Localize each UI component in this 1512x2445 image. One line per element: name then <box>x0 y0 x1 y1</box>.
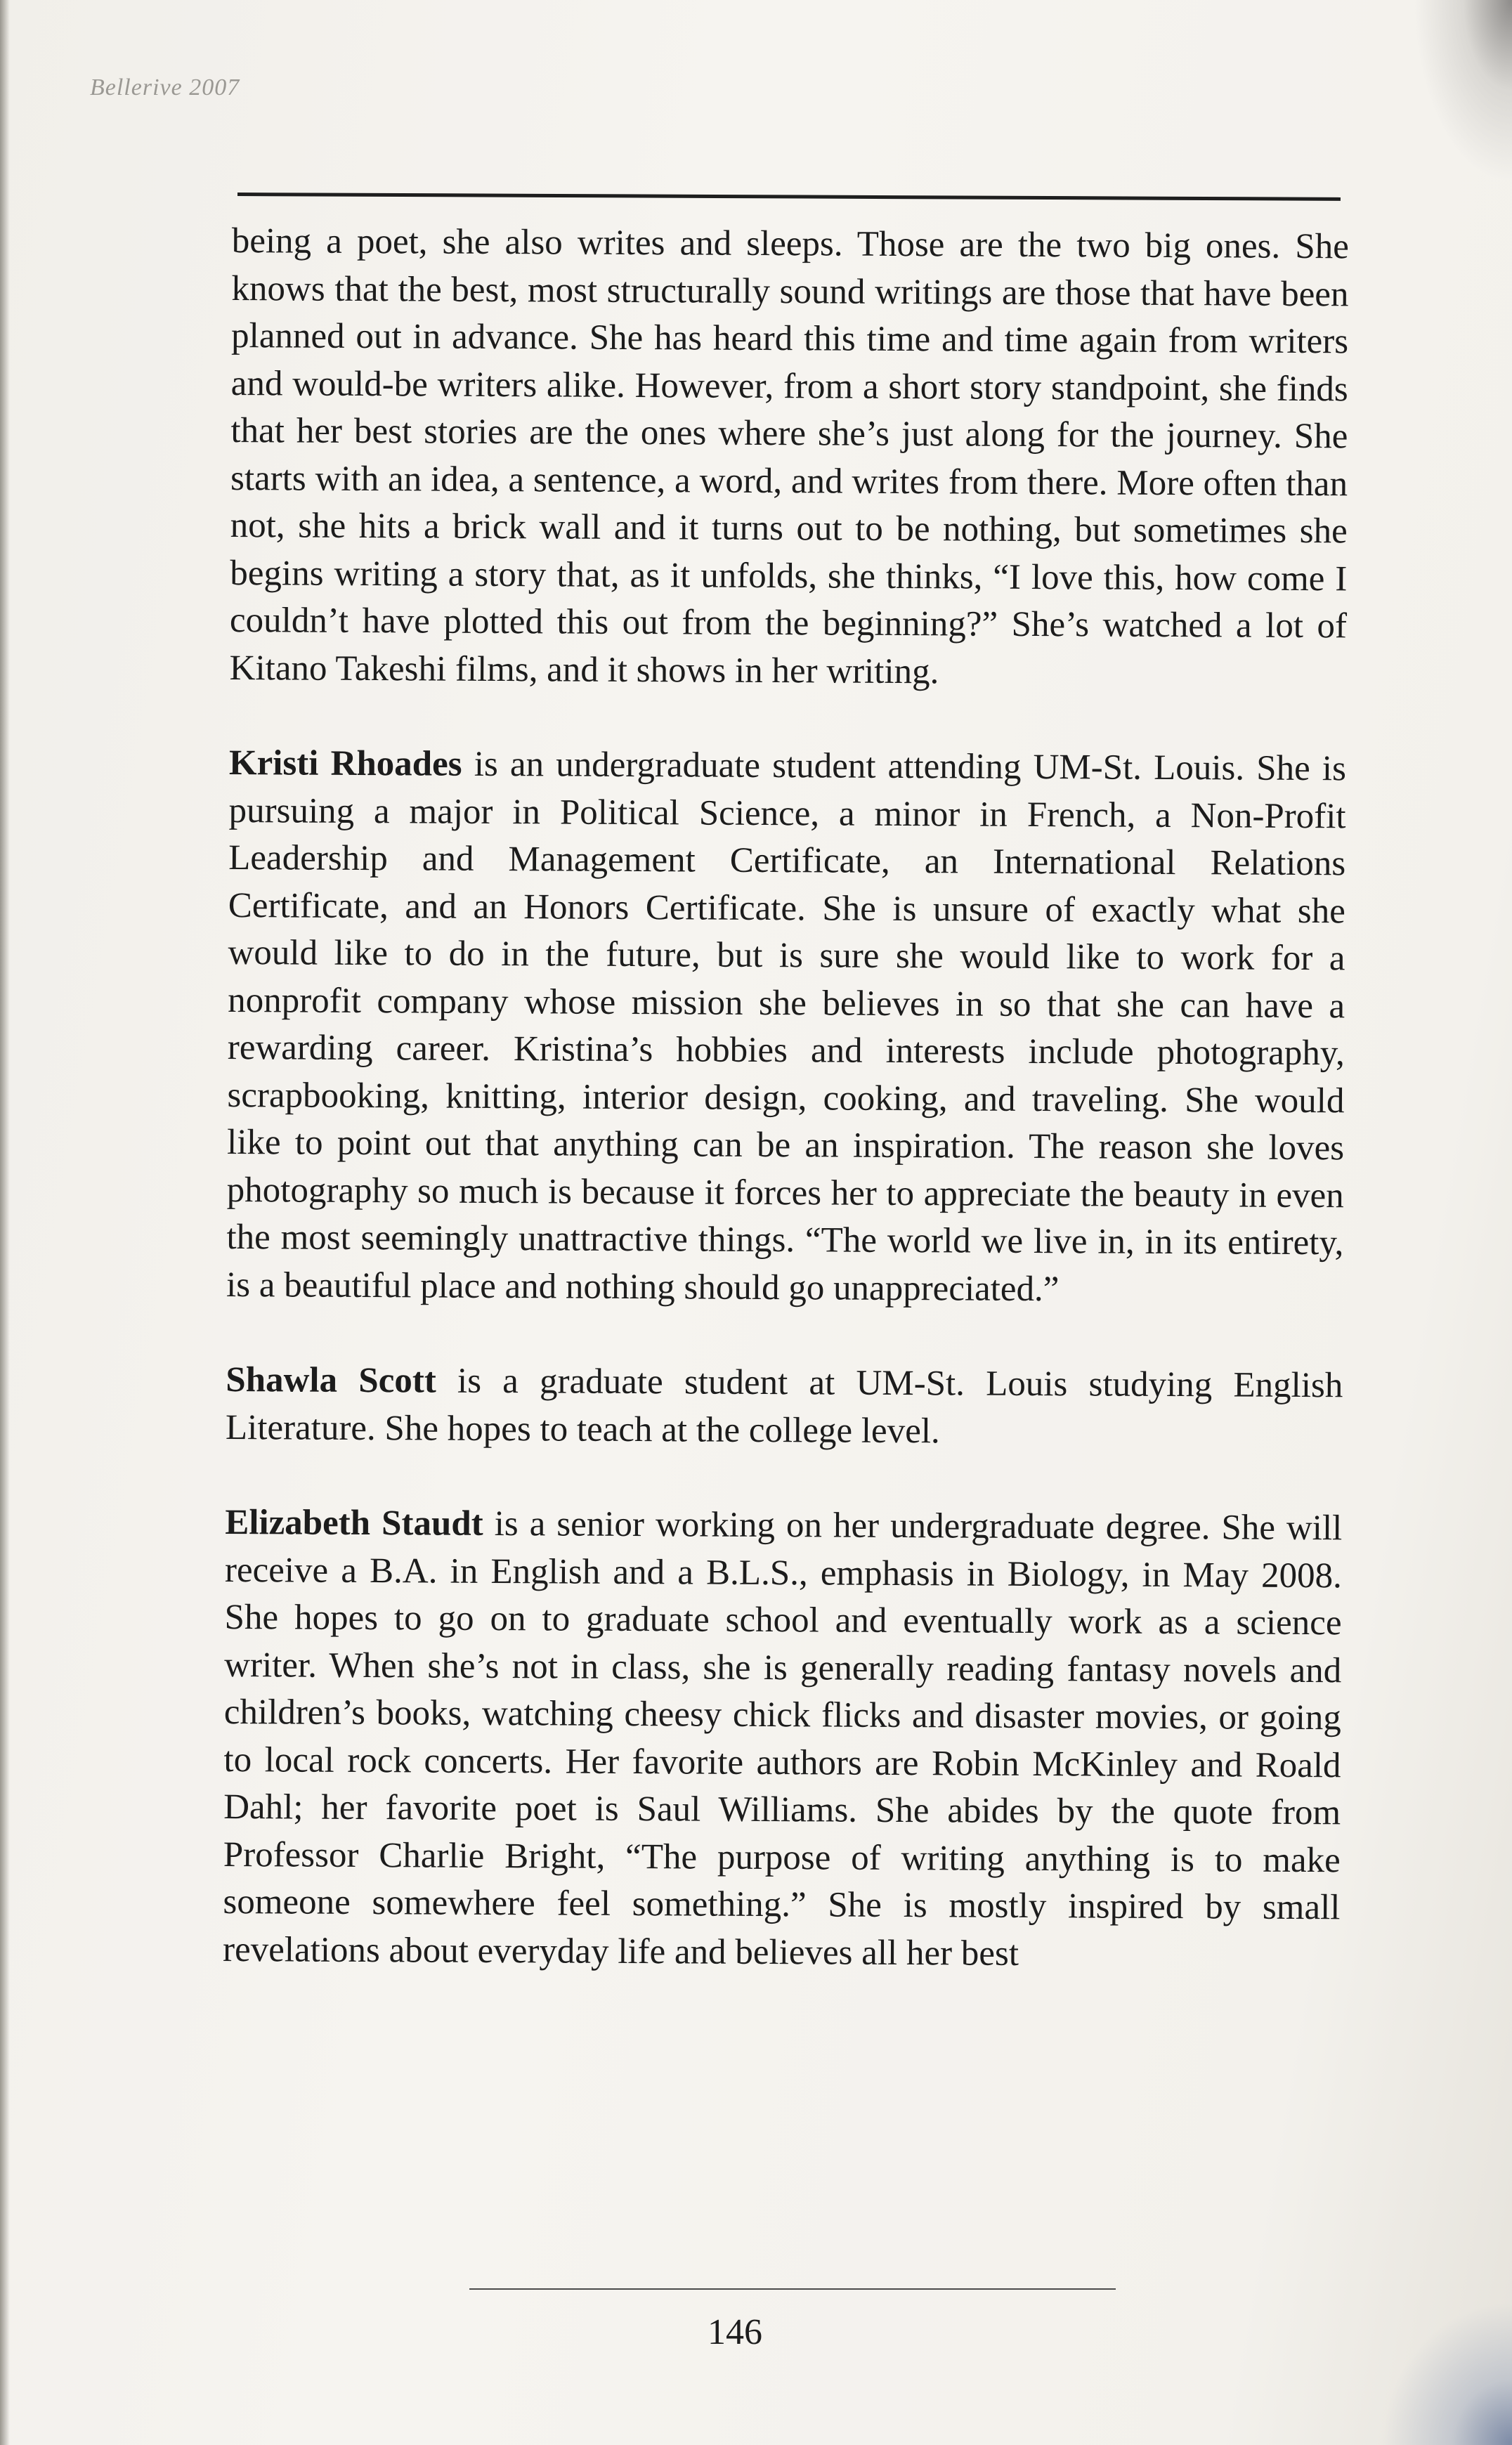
bio-text: is a senior working on her undergraduate degree. She will receive a B.A. in English and a B.L.S., emphasis in Biology, in May 2008. She hopes to go on to graduate school and eventually work as a science writer. When she’s not in class, she is generally reading fantasy novels and children’s books, watching cheesy chick flicks and disaster movies, or going to local rock concerts. Her favorite authors are Robin McKinley and Roald Dahl; her favorite poet is Saul Williams. She abides by the quote from Professor Charlie Bright, “The purpose of writing anything is to make someone somewhere feel something.” She is mostly inspired by small revelations about everyday life and believes all her best <box>222 1504 1343 1974</box>
bio-paragraph-continued: being a poet, she also writes and sleeps. Those are the two big ones. She knows that the best, most structurally sound writings are those that have been planned out in advance. She has heard this time and time again from writers and would-be writers alike. However, from a short story standpoint, she finds that her best stories are the ones where she’s just along for the journey. She starts with an idea, a sentence, a word, and writes from there. More often than not, she hits a brick wall and it turns out to be nothing, but sometimes she begins writing a story that, as it unfolds, she thinks, “I love this, how come I couldn’t have plotted this out from the beginning?” She’s watched a lot of Kitano Takeshi films, and it shows in her writing. <box>229 221 1349 691</box>
bio-text: is an undergraduate student attending UM-St. Louis. She is pursuing a major in Political Science, a minor in French, a Non-Profit Leadership and Management Certificate, an International Relations Certificate, and an Honors Certificate. She is unsure of exactly what she would like to do in the future, but is sure she would like to work for a nonprofit company whose mission she believes in so that she can have a rewarding career. Kristina’s hobbies and interests include photography, scrapbooking, knitting, interior design, cooking, and traveling. She would like to point out that anything can be an inspiration. The reason she loves photography so much is because it forces her to appreciate the beauty in even the most seemingly unattractive things. “The world we live in, in its entirety, is a beautiful place and nothing should go unappreciated.” <box>226 744 1347 1309</box>
page-number: 146 <box>708 2312 762 2352</box>
bio-name: Shawla Scott <box>226 1360 436 1401</box>
page-corner-shadow <box>1414 0 1512 183</box>
bio-paragraph-rhoades <box>226 740 1346 1315</box>
page-number-container <box>0 2312 1512 2353</box>
bio-name: Elizabeth Staudt <box>225 1502 483 1544</box>
bio-text: is a graduate student at UM-St. Louis studying English Literature. She hopes to teach at the college level. <box>225 1361 1343 1451</box>
footer-rule <box>469 2288 1116 2290</box>
header-rule <box>237 193 1341 201</box>
body-text <box>223 218 1349 2027</box>
running-head: Bellerive 2007 <box>90 74 240 100</box>
bio-name: Kristi Rhoades <box>228 743 462 784</box>
page-gutter-shadow <box>0 0 10 2445</box>
bio-paragraph-staudt <box>223 1499 1343 1979</box>
bio-paragraph-scott <box>226 1357 1343 1457</box>
